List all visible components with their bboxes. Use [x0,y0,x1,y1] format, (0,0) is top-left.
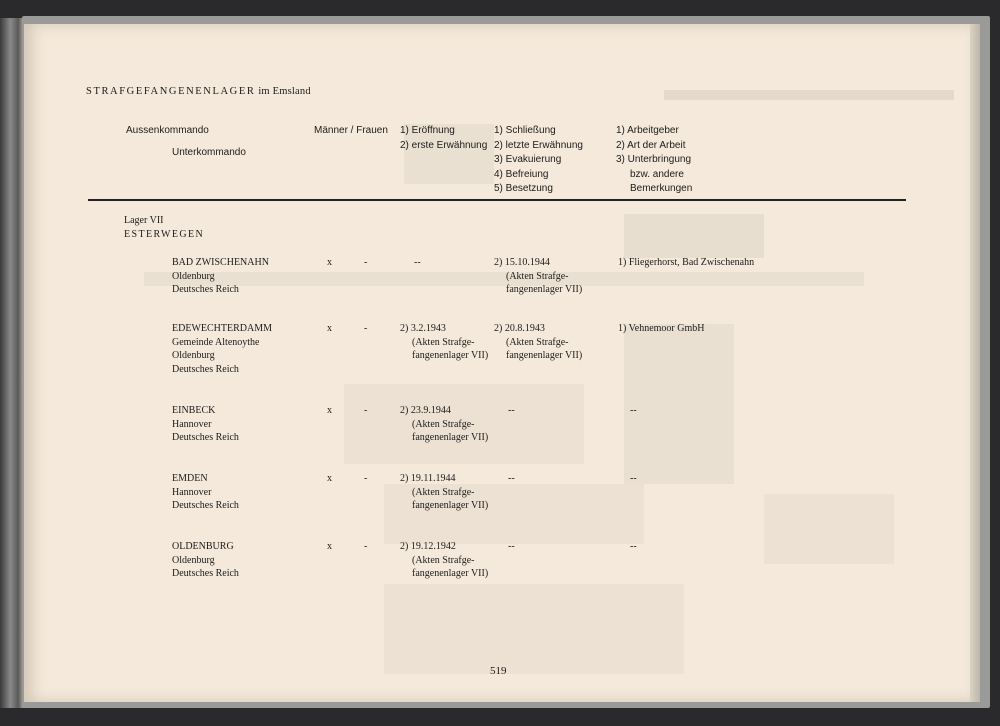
closing-line: 2) 20.8.1943 [494,323,545,334]
header-line: 3) Unterbringung [616,154,692,166]
document-page [24,24,970,702]
entry-men: x [327,257,332,268]
page-title-sub: im Emsland [258,86,311,97]
entry-location [172,404,239,445]
header-divider [88,199,906,201]
section-label: Lager VII [124,215,164,226]
remarks-line: -- [630,405,637,416]
location-line: Deutsches Reich [172,363,239,375]
header-line: Bemerkungen [630,183,693,195]
opening-line: fangenenlager VII) [412,500,489,512]
location-line: Deutsches Reich [172,568,239,580]
entry-opening [400,322,488,363]
header-line: 5) Besetzung [494,183,553,195]
remarks-line: -- [630,541,637,552]
page-title-main: STRAFGEFANGENENLAGER [86,86,256,97]
entry-opening [400,540,488,581]
entry-remarks [618,256,754,270]
entry-closing [494,256,582,297]
location-line: Oldenburg [172,270,215,282]
header-eroeffnung [400,124,487,153]
location-line: Deutsches Reich [172,284,239,296]
header-aussenkommando: Aussenkommando [126,125,209,136]
location-line: BAD ZWISCHENAHN [172,257,269,268]
header-line: 3) Evakuierung [494,154,562,166]
location-line: EMDEN [172,473,208,484]
header-arbeitgeber [616,124,692,197]
entry-women: - [364,405,368,416]
closing-line: (Akten Strafge- [506,336,569,348]
remarks-line: 1) Vehnemoor GmbH [618,323,705,334]
location-line: Oldenburg [172,350,215,362]
opening-line: fangenenlager VII) [412,432,489,444]
entry-closing [508,472,515,486]
closing-line: fangenenlager VII) [506,284,583,296]
entry-remarks [630,404,637,418]
opening-line: fangenenlager VII) [412,568,489,580]
opening-line: (Akten Strafge- [412,336,475,348]
header-line: 2) Art der Arbeit [616,139,686,151]
entry-location [172,472,239,513]
entry-opening [414,256,421,270]
header-line: 2) letzte Erwähnung [494,139,583,151]
opening-line: 2) 3.2.1943 [400,323,446,334]
entry-location [172,322,272,376]
entry-men: x [327,323,332,334]
entry-opening [400,404,488,445]
page-number: 519 [490,665,507,677]
opening-line: (Akten Strafge- [412,418,475,430]
closing-line: -- [508,405,515,416]
entry-remarks [630,472,637,486]
opening-line: 2) 19.11.1944 [400,473,456,484]
closing-line: (Akten Strafge- [506,270,569,282]
header-schliessung [494,124,583,197]
entry-women: - [364,473,368,484]
location-line: Deutsches Reich [172,500,239,512]
header-line: 1) Schließung [494,125,556,136]
entry-closing [508,540,515,554]
section-name: ESTERWEGEN [124,229,205,240]
entry-women: - [364,257,368,268]
header-unterkommando: Unterkommando [172,147,246,158]
entry-opening [400,472,488,513]
opening-line: -- [414,257,421,268]
entry-location [172,540,239,581]
location-line: Hannover [172,418,212,430]
entry-women: - [364,323,368,334]
entry-men: x [327,473,332,484]
header-line: 1) Eröffnung [400,125,455,136]
remarks-line: -- [630,473,637,484]
location-line: Oldenburg [172,554,215,566]
location-line: OLDENBURG [172,541,234,552]
entry-remarks [618,322,704,336]
opening-line: (Akten Strafge- [412,554,475,566]
opening-line: 2) 23.9.1944 [400,405,451,416]
closing-line: -- [508,473,515,484]
page-title [86,86,311,97]
location-line: Deutsches Reich [172,432,239,444]
entry-remarks [630,540,637,554]
opening-line: fangenenlager VII) [412,350,489,362]
location-line: EDEWECHTERDAMM [172,323,272,334]
header-maenner-frauen: Männer / Frauen [314,125,388,136]
header-line: 2) erste Erwähnung [400,139,488,151]
closing-line: 2) 15.10.1944 [494,257,550,268]
location-line: Gemeinde Altenoythe [172,336,260,348]
entry-closing [508,404,515,418]
entry-men: x [327,541,332,552]
header-line: 4) Befreiung [494,168,549,180]
location-line: Hannover [172,486,212,498]
header-line: bzw. andere [630,168,684,180]
closing-line: -- [508,541,515,552]
opening-line: 2) 19.12.1942 [400,541,456,552]
entry-women: - [364,541,368,552]
closing-line: fangenenlager VII) [506,350,583,362]
entry-closing [494,322,582,363]
remarks-line: 1) Fliegerhorst, Bad Zwischenahn [618,257,755,268]
entry-men: x [327,405,332,416]
opening-line: (Akten Strafge- [412,486,475,498]
header-line: 1) Arbeitgeber [616,125,679,136]
entry-location [172,256,269,297]
location-line: EINBECK [172,405,216,416]
